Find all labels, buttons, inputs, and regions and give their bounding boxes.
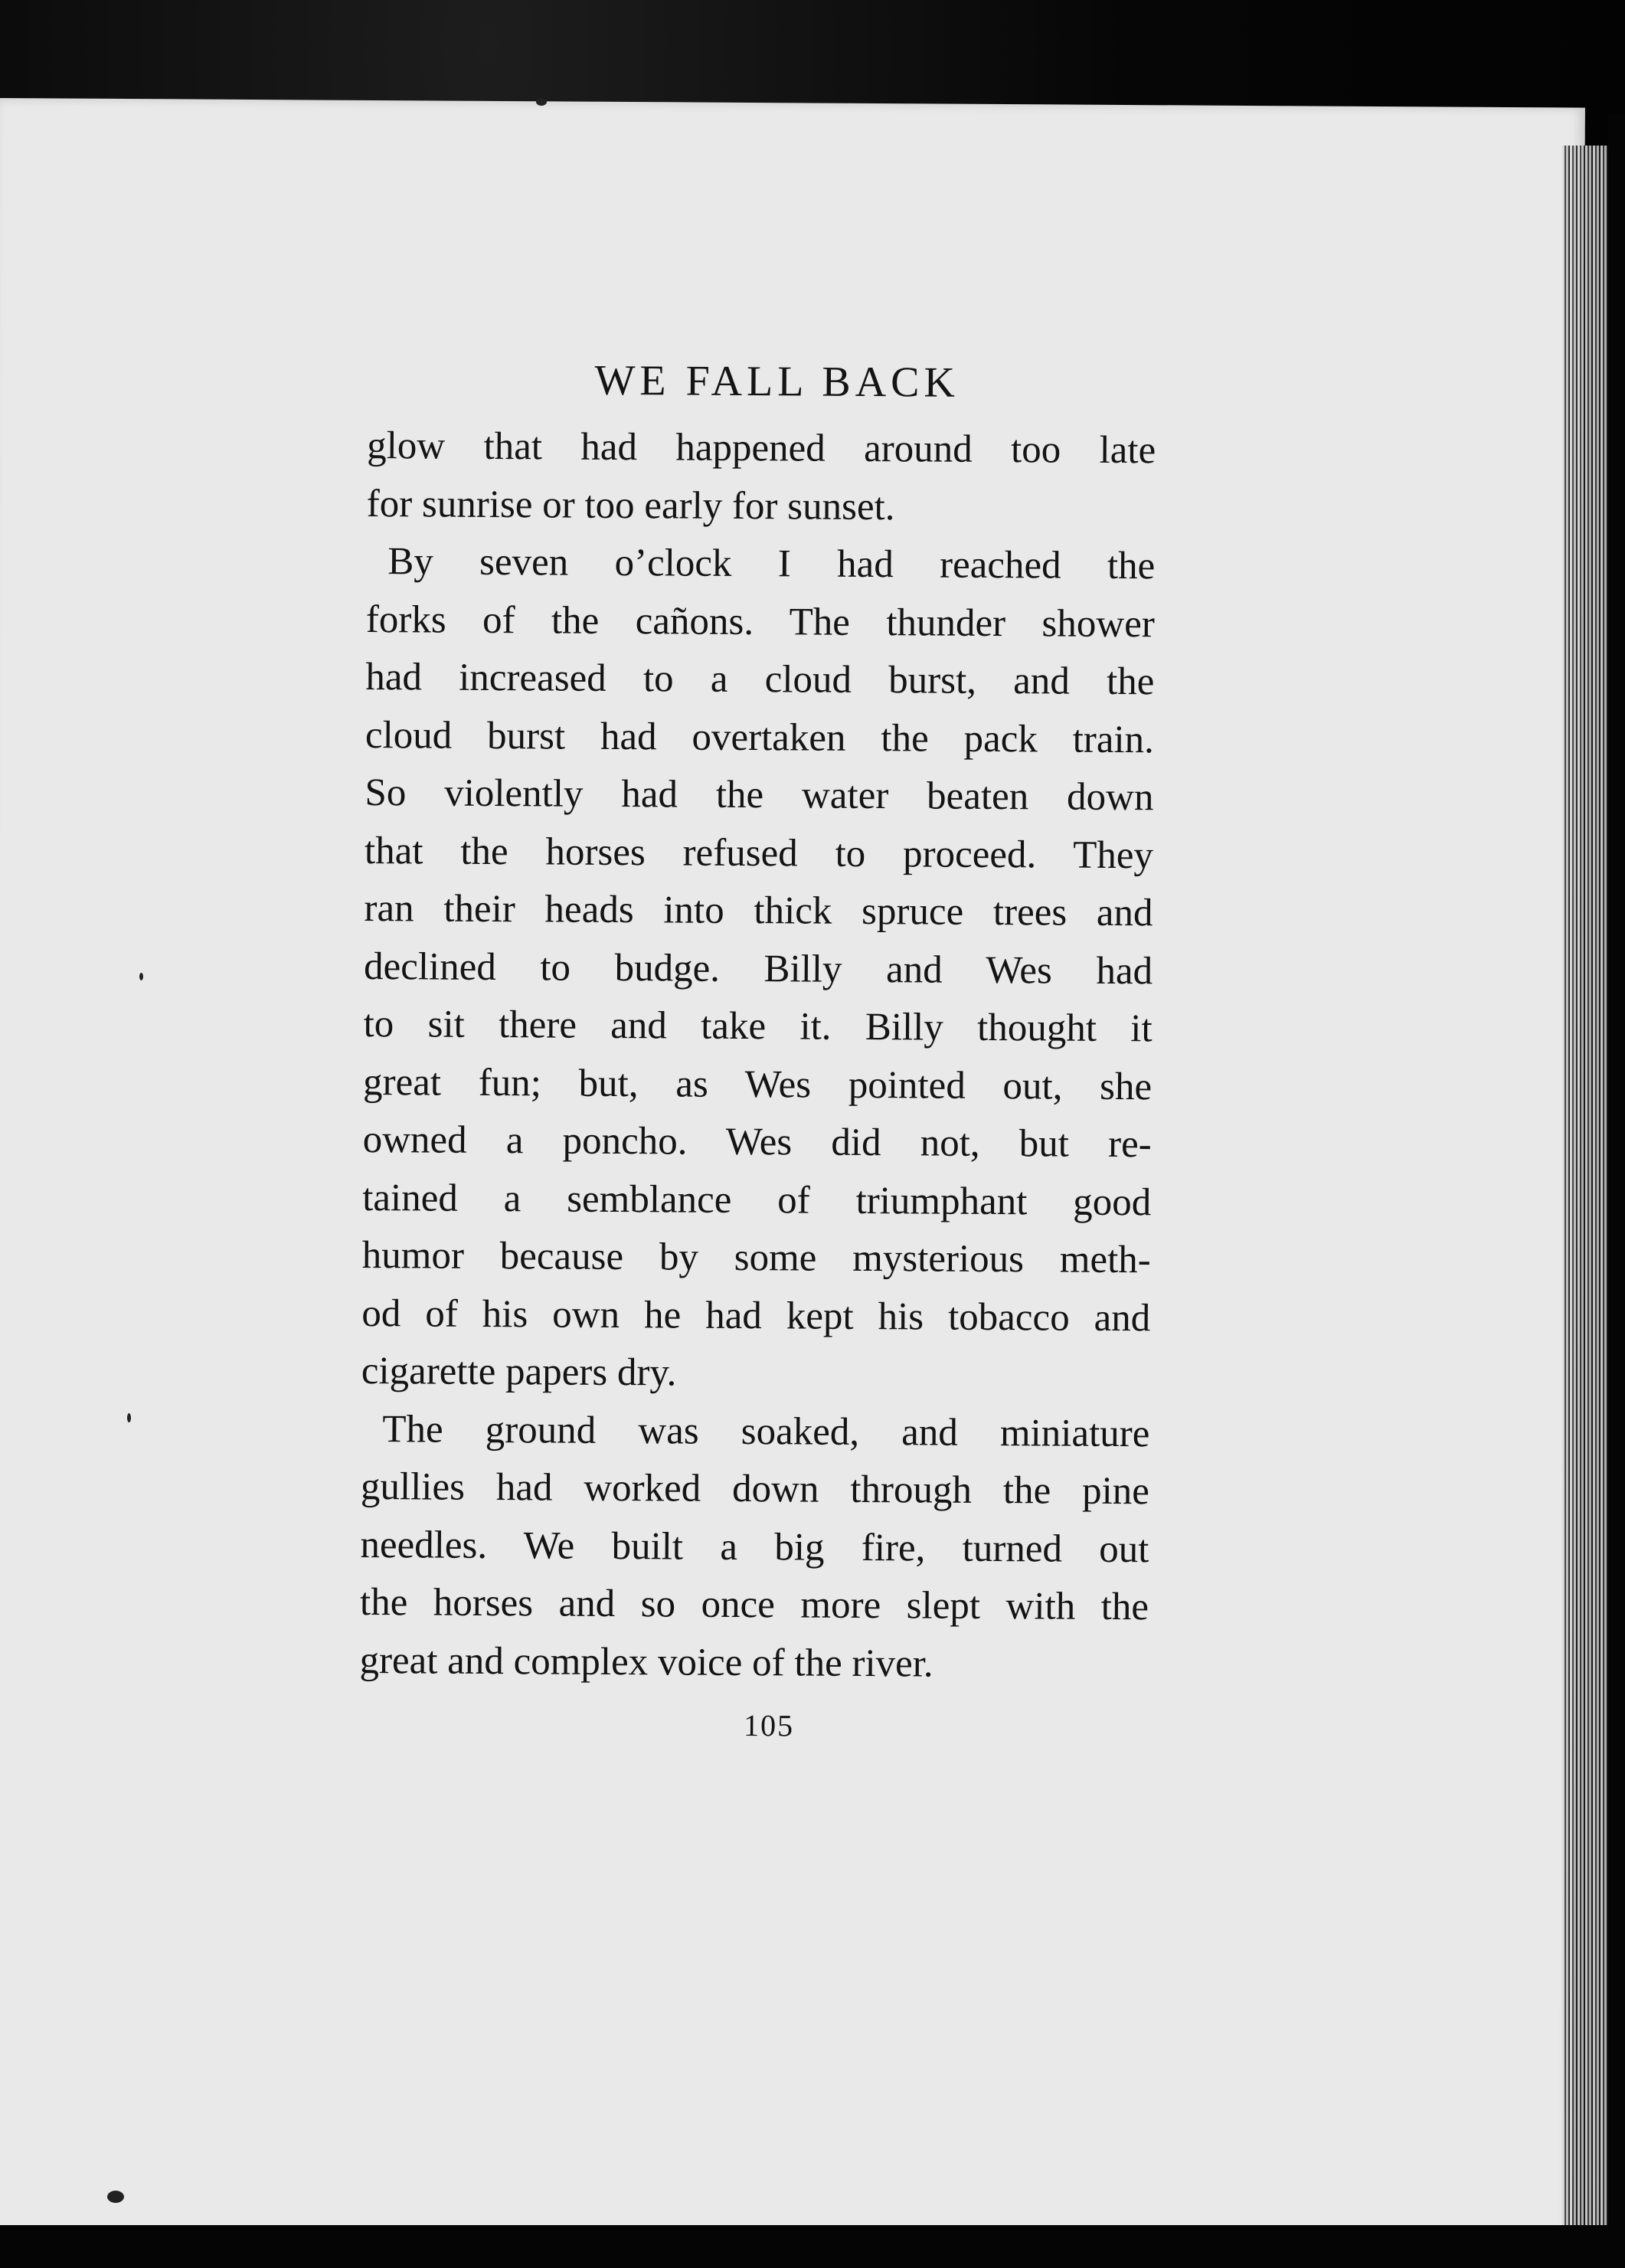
- text-line: the horses and so once more slept with the: [359, 1580, 1149, 1629]
- page-text-block: [359, 349, 1156, 1746]
- text-line: to sit there and take it. Billy thought it: [363, 1002, 1153, 1051]
- text-line: ran their heads into thick spruce trees and: [364, 886, 1153, 935]
- text-line: gullies had worked down through the pine: [360, 1465, 1150, 1514]
- text-line: By seven o’clock I had reached the: [387, 540, 1156, 588]
- text-line: great fun; but, as Wes pointed out, she: [362, 1060, 1153, 1108]
- text-line: owned a poncho. Wes did not, but re-: [362, 1118, 1152, 1167]
- text-line: forks of the cañons. The thunder shower: [365, 597, 1155, 646]
- text-line: od of his own he had kept his tobacco and: [361, 1291, 1151, 1340]
- text-line: needles. We built a big fire, turned out: [360, 1523, 1149, 1571]
- text-line: The ground was soaked, and miniature: [382, 1407, 1150, 1455]
- paragraph-3: [359, 1400, 1149, 1694]
- running-head: WE FALL BACK: [594, 356, 960, 407]
- text-line: cigarette papers dry.: [361, 1349, 677, 1395]
- paragraph-2: [361, 533, 1156, 1406]
- scan-speck: [139, 973, 143, 980]
- bottom-dark-border: [0, 2225, 1625, 2268]
- paragraph-1: [367, 417, 1156, 538]
- text-line: for sunrise or too early for sunset.: [366, 482, 895, 529]
- right-dark-border: [1608, 115, 1625, 2268]
- text-line: glow that had happened around too late: [367, 424, 1156, 473]
- scan-speck: [127, 1413, 131, 1422]
- text-line: tained a semblance of triumphant good: [362, 1176, 1152, 1224]
- scan-speck: [107, 2191, 124, 2203]
- text-line: had increased to a cloud burst, and the: [365, 655, 1155, 704]
- text-line: cloud burst had overtaken the pack train.: [365, 713, 1155, 761]
- text-line: declined to budge. Billy and Wes had: [363, 944, 1153, 993]
- page-number: 105: [743, 1708, 795, 1743]
- text-line: that the horses refused to proceed. They: [364, 829, 1154, 877]
- text-line: great and complex voice of the river.: [359, 1638, 933, 1686]
- text-line: humor because by some mysterious meth-: [361, 1233, 1151, 1282]
- scan-speck: [536, 98, 547, 106]
- text-line: So violently had the water beaten down: [365, 771, 1154, 820]
